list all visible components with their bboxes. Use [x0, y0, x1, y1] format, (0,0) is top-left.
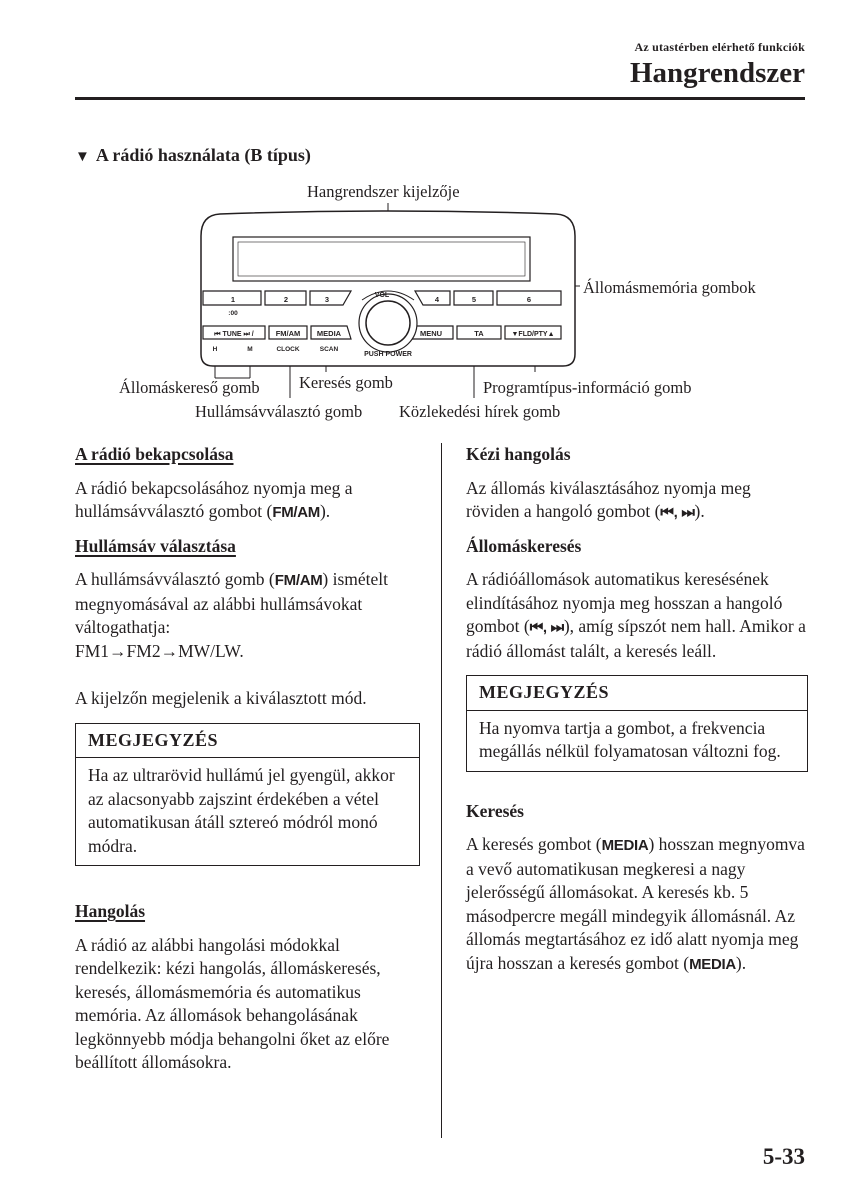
page-number: 5-33 — [762, 1144, 805, 1169]
left-column — [75, 440, 420, 1085]
heading-tuning: Hangolás — [75, 901, 146, 921]
fmam-key: FM/AM — [274, 572, 323, 589]
media-key: MEDIA — [601, 837, 649, 854]
label-display: Hangrendszer kijelzője — [307, 182, 460, 201]
preset-2-label: 2 — [283, 295, 289, 304]
column-divider — [441, 443, 442, 1138]
note-body: Ha az ultrarövid hullámú jel gyengül, akkor az alacsonyabb zajszint érdekében a vétel automatikusan átáll sztereó módról monó módra. — [88, 765, 395, 856]
note-title: MEGJEGYZÉS — [76, 724, 419, 759]
paragraph-seek: A rádióállomások automatikus keresésének elindításához nyomja meg hosszan a hangoló gombot (⏮, ⏭), amíg sípszót nem hall. Amikor a rádió állomást talált, a keresés leáll. — [466, 569, 806, 661]
vol-label: VOL — [374, 292, 390, 299]
label-tune: Állomáskereső gomb — [119, 378, 260, 397]
tune-button-label: ⏮ TUNE ⏭ / — [214, 331, 254, 338]
section-heading — [75, 145, 311, 166]
header-divider — [75, 97, 805, 100]
preset-1-sublabel: :00 — [228, 310, 238, 317]
note-box-left — [75, 723, 420, 867]
label-scan: Keresés gomb — [299, 373, 393, 392]
paragraph-radio-on: A rádió bekapcsolásához nyomja meg a hullámsávválasztó gombot (FM/AM). — [75, 477, 353, 521]
volume-knob — [366, 301, 410, 345]
preset-1-label: 1 — [230, 295, 236, 304]
menu-button-label: MENU — [419, 329, 443, 338]
page-title: Hangrendszer — [629, 57, 805, 89]
heading-scan: Keresés — [466, 800, 524, 821]
preset-6-label: 6 — [526, 295, 532, 304]
clock-sublabel: CLOCK — [276, 346, 300, 353]
paragraph-scan: A keresés gombot (MEDIA) hosszan megnyomva a vevő automatikusan megkeresi a nagy jelerősségű állomásokat. A keresés kb. 5 másodpercre megáll mindegyik állomásnál. Az állomás megtartásához ez idő alatt nyomja meg újra hosszan a keresés gombot (MEDIA). — [466, 834, 805, 973]
fmam-key: FM/AM — [272, 504, 320, 521]
note-title: MEGJEGYZÉS — [467, 676, 807, 711]
fmam-button-label: FM/AM — [275, 329, 301, 338]
heading-radio-on: A rádió bekapcsolása — [75, 444, 234, 464]
section-heading-text: A rádió használata (B típus) — [95, 145, 311, 165]
paragraph-tuning: A rádió az alábbi hangolási módokkal rendelkezik: kézi hangolás, állomáskeresés, keresés, állomásmemória és automatikus memória. Az állomások behangolásának legkönnyebb módja behangolni őket az előre beállított állomásokra. — [75, 934, 390, 1072]
paragraph-manual-tuning: Az állomás kiválasztásához nyomja meg röviden a hangoló gombot (⏮, ⏭). — [466, 477, 751, 521]
seek-keys: ⏮, ⏭ — [529, 619, 564, 636]
fld-pty-button-label: ▼FLD/PTY▲ — [511, 331, 555, 338]
ta-button-label: TA — [474, 329, 484, 338]
paragraph-display-mode: A kijelzőn megjelenik a kiválasztott mód. — [75, 688, 367, 708]
heading-band-select: Hullámsáv választása — [75, 535, 236, 556]
triangle-marker-icon: ▼ — [75, 149, 90, 165]
preset-5-label: 5 — [471, 295, 477, 304]
radio-display-screen — [233, 237, 530, 281]
heading-seek: Állomáskeresés — [466, 535, 582, 556]
label-ta: Közlekedési hírek gomb — [399, 402, 561, 421]
preset-4-label: 4 — [434, 295, 440, 304]
tune-sub-m: M — [247, 346, 253, 353]
tune-sub-h: H — [212, 346, 218, 353]
note-box-right — [466, 675, 808, 772]
media-button-label: MEDIA — [316, 329, 342, 338]
note-body: Ha nyomva tartja a gombot, a frekvencia megállás nélkül folyamatosan változni fog. — [479, 717, 781, 761]
preset-3-label: 3 — [324, 295, 330, 304]
chapter-subtitle: Az utastérben elérhető funkciók — [634, 40, 805, 54]
push-power-label: PUSH POWER — [364, 351, 412, 358]
label-pty: Programtípus-információ gomb — [483, 378, 692, 397]
label-presets: Állomásmemória gombok — [583, 278, 756, 297]
right-column — [466, 440, 808, 986]
radio-diagram — [75, 178, 775, 428]
heading-manual-tuning: Kézi hangolás — [466, 444, 571, 464]
label-band: Hullámsávválasztó gomb — [195, 402, 363, 421]
seek-keys: ⏮, ⏭ — [660, 504, 695, 521]
paragraph-band-select: A hullámsávválasztó gomb (FM/AM) ismételt megnyomásával az alábbi hullámsávokat váltogathatja: FM1→FM2→MW/LW. — [75, 569, 389, 661]
scan-sublabel: SCAN — [319, 346, 339, 353]
media-key: MEDIA — [689, 955, 736, 973]
